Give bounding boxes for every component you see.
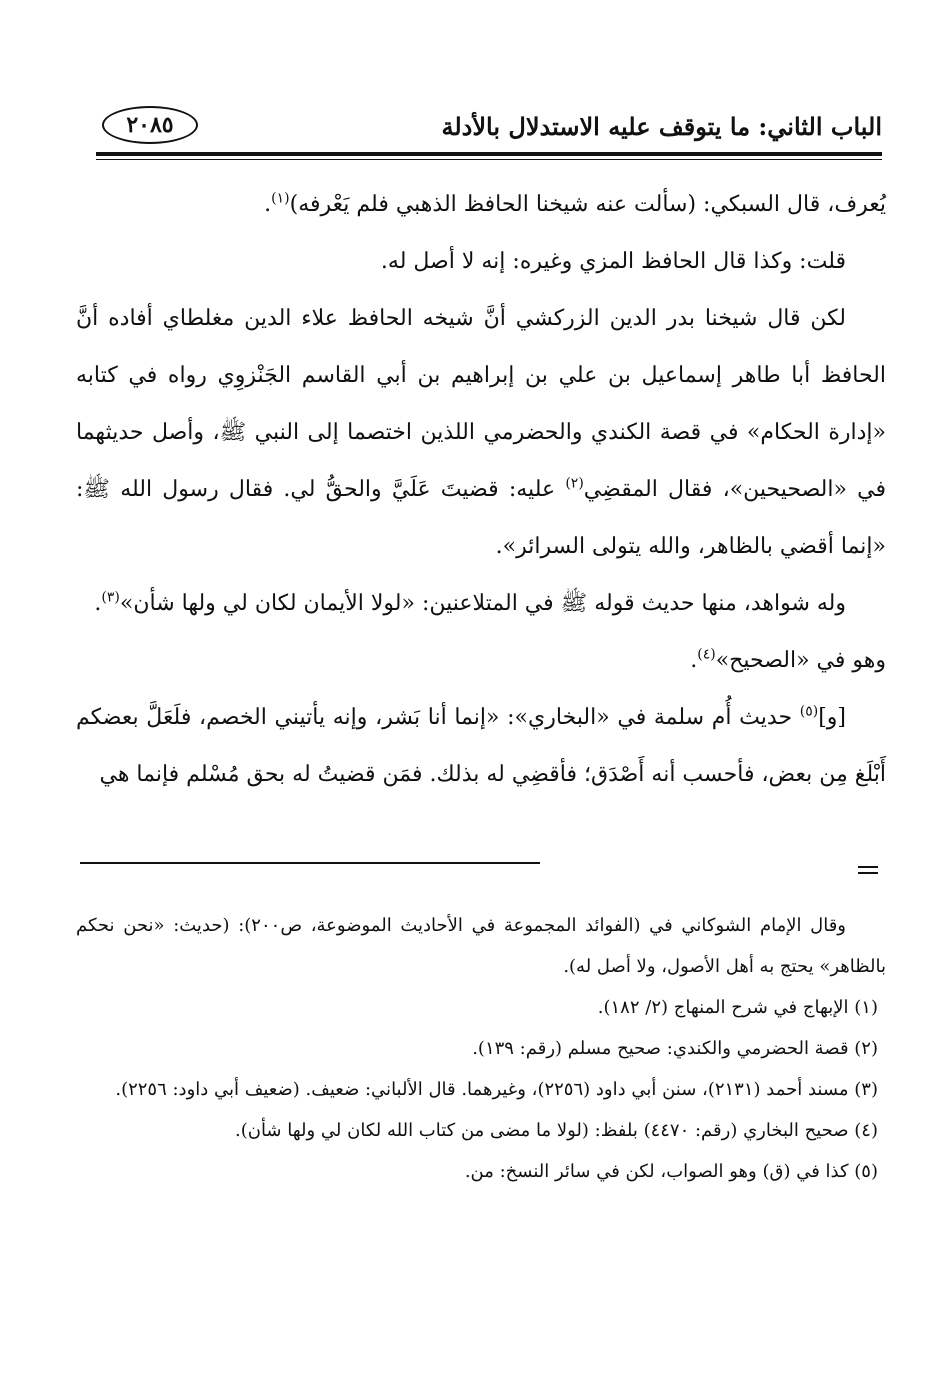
footnote-continued-mark [858,866,878,878]
paragraph-4-text: وله شواهد، منها حديث قوله ﷺ في المتلاعنين: «لولا الأيمان لكان لي ولها شأن» [119,591,846,616]
footnotes [76,905,886,1192]
paragraph-4-end: . [94,591,102,616]
paragraph-3-text-a: لكن قال شيخنا بدر الدين الزركشي أنَّ شيخه الحافظ علاء الدين مغلطاي أفاده أنَّ الحافظ أبا طاهر إسماعيل بن علي بن إبراهيم بن أبي القاسم الجَنْزوِي رواه في كتابه «إدارة الحكام» في قصة الكندي والحضرمي اللذين اختصما إلى النبي ﷺ، وأصل حديثهما في «الصحيحين»، فقال المقضِي [76,306,886,502]
footnote-4: (٤) صحيح البخاري (رقم: ٤٤٧٠) بلفظ: (لولا ما مضى من كتاب الله لكان لي ولها شأن). [234,1120,878,1141]
paragraph-6-text-a: [و] [818,705,846,730]
footnote-continued: وقال الإمام الشوكاني في (الفوائد المجموعة في الأحاديث الموضوعة، ص٢٠٠): (حديث: «نحن نحكم بالظاهر» يحتج به أهل الأصول، ولا أصل له). [76,915,886,977]
footnote-ref-4: (٤) [697,646,716,663]
paragraph-3 [76,290,886,575]
chapter-title: الباب الثاني: ما يتوقف عليه الاستدلال بالأدلة [441,112,882,141]
footnote-2: (٢) قصة الحضرمي والكندي: صحيح مسلم (رقم: ١٣٩). [472,1038,878,1059]
footnote-5: (٥) كذا في (ق) وهو الصواب، لكن في سائر النسخ: من. [464,1161,878,1182]
paragraph-6 [76,689,886,803]
header-rule-thick [96,152,882,156]
paragraph-6-text-b: حديث أُم سلمة في «البخاري»: «إنما أنا بَشر، وإنه يأتيني الخصم، فلَعَلَّ بعضكم أَبْلَغ مِن بعض، فأحسب أنه أَصْدَق؛ فأقضِي له بذلك. فمَن قضيتُ له بحق مُسْلم فإنما هي [76,705,886,787]
paragraph-4 [76,575,886,632]
paragraph-3-text-b: عليه: قضيتَ عَلَيَّ والحقُّ لي. فقال رسول الله ﷺ: «إنما أقضي بالظاهر، والله يتولى السرائر». [76,477,886,559]
footnote-1: (١) الإبهاج في شرح المنهاج (٢/ ١٨٢). [597,997,878,1018]
footnote-separator [80,862,540,864]
paragraph-1-end: . [264,192,272,217]
paragraph-5-text: وهو في «الصحيح» [715,648,886,673]
page-header [96,104,882,150]
footnote-ref-3: (٣) [101,589,120,606]
paragraph-5-end: . [690,648,698,673]
paragraph-1-text: يُعرف، قال السبكي: (سألت عنه شيخنا الحافظ الذهبي فلم يَعْرفه) [289,192,886,217]
footnote-ref-2: (٢) [565,475,584,492]
paragraph-2: قلت: وكذا قال الحافظ المزي وغيره: إنه لا أصل له. [380,249,846,274]
footnote-ref-1: (١) [271,190,290,207]
paragraph-1 [76,176,886,233]
footnote-3: (٣) مسند أحمد (٢١٣١)، سنن أبي داود (٢٢٥٦)، وغيرهما. قال الألباني: ضعيف. (ضعيف أبي داود: ٢٢٥٦). [115,1079,878,1100]
page-number: ٢٠٨٥ [102,106,198,144]
header-rule-thin [96,159,882,160]
footnote-ref-5: (٥) [799,703,819,720]
main-text [76,176,886,803]
paragraph-5 [76,632,886,689]
